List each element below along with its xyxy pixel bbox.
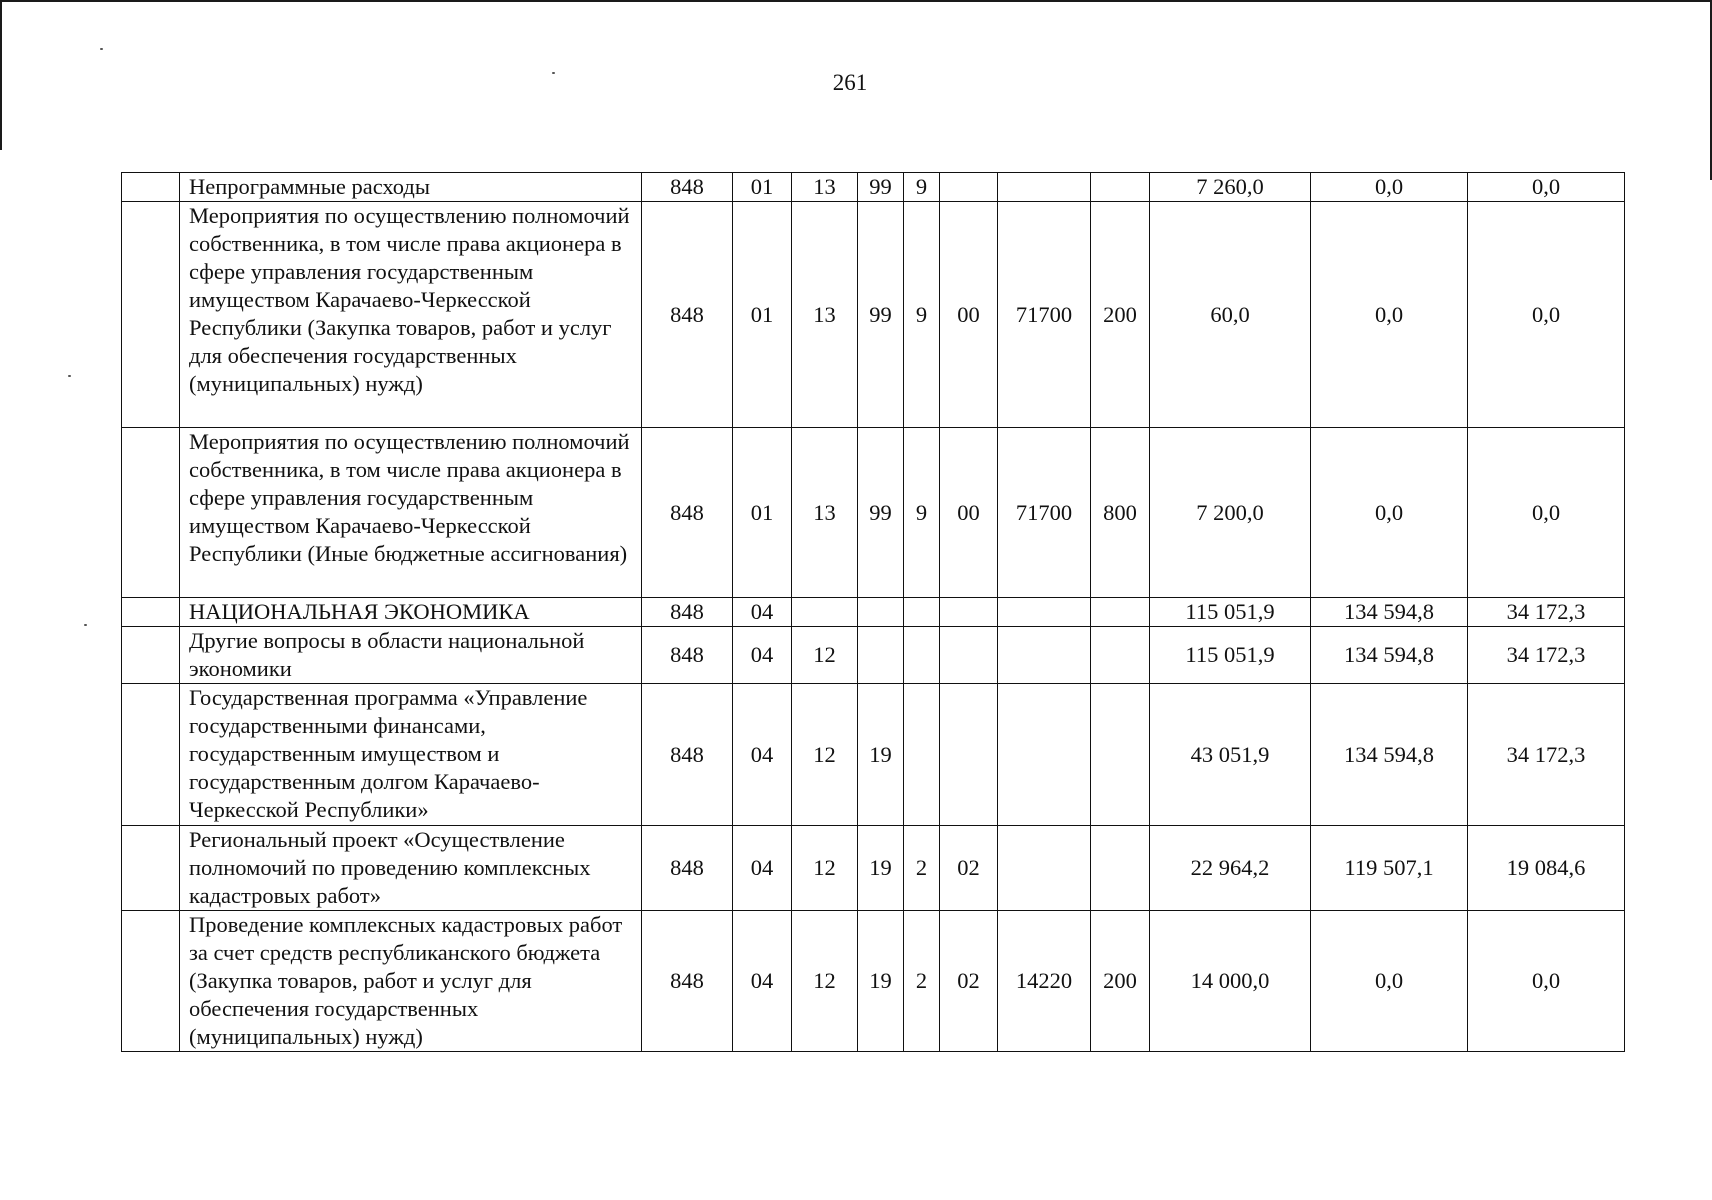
program-code-cell: 99 <box>858 202 904 428</box>
section-code-cell: 01 <box>733 173 792 202</box>
subprogram-code-cell <box>904 627 940 684</box>
section-code-cell: 04 <box>733 911 792 1052</box>
row-number-cell <box>122 684 180 826</box>
program-code-cell <box>858 627 904 684</box>
amount-year1-cell: 115 051,9 <box>1150 627 1311 684</box>
row-name-cell: НАЦИОНАЛЬНАЯ ЭКОНОМИКА <box>180 598 642 627</box>
amount-year3-cell: 34 172,3 <box>1468 627 1625 684</box>
section-code-cell: 04 <box>733 684 792 826</box>
main-event-code-cell: 00 <box>940 428 998 598</box>
admin-code-cell: 848 <box>642 684 733 826</box>
subsection-code-cell: 12 <box>792 826 858 911</box>
direction-code-cell <box>998 684 1091 826</box>
subprogram-code-cell: 9 <box>904 173 940 202</box>
subprogram-code-cell: 2 <box>904 911 940 1052</box>
amount-year1-cell: 115 051,9 <box>1150 598 1311 627</box>
scan-speck <box>68 375 71 377</box>
program-code-cell: 19 <box>858 826 904 911</box>
program-code-cell: 99 <box>858 173 904 202</box>
amount-year2-cell: 0,0 <box>1311 911 1468 1052</box>
amount-year1-cell: 22 964,2 <box>1150 826 1311 911</box>
scan-edge-top <box>0 0 1712 2</box>
budget-table <box>121 172 1625 1052</box>
section-code-cell: 04 <box>733 627 792 684</box>
table-body <box>122 173 1625 1052</box>
amount-year3-cell: 0,0 <box>1468 428 1625 598</box>
scan-speck <box>84 624 87 626</box>
expense-type-cell <box>1091 173 1150 202</box>
row-name-cell: Проведение комплексных кадастровых работ за счет средств республиканского бюджета (Закупка товаров, работ и услуг для обеспечения государственных (муниципальных) нужд) <box>180 911 642 1052</box>
admin-code-cell: 848 <box>642 826 733 911</box>
section-code-cell: 01 <box>733 428 792 598</box>
table-row <box>122 173 1625 202</box>
amount-year2-cell: 0,0 <box>1311 173 1468 202</box>
expense-type-cell <box>1091 627 1150 684</box>
program-code-cell: 99 <box>858 428 904 598</box>
admin-code-cell: 848 <box>642 428 733 598</box>
subsection-code-cell: 12 <box>792 911 858 1052</box>
subprogram-code-cell: 9 <box>904 428 940 598</box>
table-row <box>122 202 1625 428</box>
section-code-cell: 01 <box>733 202 792 428</box>
program-code-cell <box>858 598 904 627</box>
table-row <box>122 826 1625 911</box>
amount-year1-cell: 7 200,0 <box>1150 428 1311 598</box>
admin-code-cell: 848 <box>642 911 733 1052</box>
table-row <box>122 627 1625 684</box>
direction-code-cell: 71700 <box>998 428 1091 598</box>
amount-year2-cell: 134 594,8 <box>1311 627 1468 684</box>
direction-code-cell: 71700 <box>998 202 1091 428</box>
row-number-cell <box>122 598 180 627</box>
subprogram-code-cell: 2 <box>904 826 940 911</box>
row-name-cell: Государственная программа «Управление государственными финансами, государственным имуществом и государственным долгом Карачаево-Черкесской Республики» <box>180 684 642 826</box>
expense-type-cell: 800 <box>1091 428 1150 598</box>
table-row <box>122 684 1625 826</box>
row-name-cell: Мероприятия по осуществлению полномочий собственника, в том числе права акционера в сфере управления государственным имуществом Карачаево-Черкесской Республики (Закупка товаров, работ и услуг для обеспечения государственных (муниципальных) нужд) <box>180 202 642 428</box>
row-number-cell <box>122 627 180 684</box>
row-number-cell <box>122 826 180 911</box>
amount-year2-cell: 0,0 <box>1311 202 1468 428</box>
expense-type-cell: 200 <box>1091 911 1150 1052</box>
admin-code-cell: 848 <box>642 598 733 627</box>
amount-year2-cell: 134 594,8 <box>1311 684 1468 826</box>
direction-code-cell <box>998 598 1091 627</box>
direction-code-cell <box>998 173 1091 202</box>
subprogram-code-cell <box>904 598 940 627</box>
page-number: 261 <box>832 70 868 95</box>
amount-year3-cell: 34 172,3 <box>1468 684 1625 826</box>
main-event-code-cell <box>940 627 998 684</box>
program-code-cell: 19 <box>858 911 904 1052</box>
subprogram-code-cell <box>904 684 940 826</box>
row-number-cell <box>122 911 180 1052</box>
main-event-code-cell: 02 <box>940 826 998 911</box>
main-event-code-cell <box>940 173 998 202</box>
section-code-cell: 04 <box>733 598 792 627</box>
amount-year2-cell: 0,0 <box>1311 428 1468 598</box>
row-name-cell: Непрограммные расходы <box>180 173 642 202</box>
admin-code-cell: 848 <box>642 627 733 684</box>
amount-year1-cell: 14 000,0 <box>1150 911 1311 1052</box>
scan-speck <box>100 48 103 50</box>
row-number-cell <box>122 202 180 428</box>
amount-year2-cell: 134 594,8 <box>1311 598 1468 627</box>
main-event-code-cell <box>940 684 998 826</box>
main-event-code-cell: 00 <box>940 202 998 428</box>
row-name-cell: Мероприятия по осуществлению полномочий собственника, в том числе права акционера в сфере управления государственным имуществом Карачаево-Черкесской Республики (Иные бюджетные ассигнования) <box>180 428 642 598</box>
subsection-code-cell: 12 <box>792 684 858 826</box>
subprogram-code-cell: 9 <box>904 202 940 428</box>
subsection-code-cell: 13 <box>792 173 858 202</box>
section-code-cell: 04 <box>733 826 792 911</box>
amount-year2-cell: 119 507,1 <box>1311 826 1468 911</box>
scan-edge-left <box>0 0 2 150</box>
amount-year3-cell: 0,0 <box>1468 173 1625 202</box>
table-row <box>122 598 1625 627</box>
expense-type-cell: 200 <box>1091 202 1150 428</box>
admin-code-cell: 848 <box>642 173 733 202</box>
expense-type-cell <box>1091 826 1150 911</box>
amount-year3-cell: 19 084,6 <box>1468 826 1625 911</box>
amount-year3-cell: 34 172,3 <box>1468 598 1625 627</box>
amount-year3-cell: 0,0 <box>1468 911 1625 1052</box>
program-code-cell: 19 <box>858 684 904 826</box>
amount-year1-cell: 60,0 <box>1150 202 1311 428</box>
main-event-code-cell <box>940 598 998 627</box>
direction-code-cell: 14220 <box>998 911 1091 1052</box>
amount-year3-cell: 0,0 <box>1468 202 1625 428</box>
direction-code-cell <box>998 826 1091 911</box>
amount-year1-cell: 7 260,0 <box>1150 173 1311 202</box>
table-row <box>122 911 1625 1052</box>
subsection-code-cell: 13 <box>792 428 858 598</box>
amount-year1-cell: 43 051,9 <box>1150 684 1311 826</box>
expense-type-cell <box>1091 684 1150 826</box>
row-name-cell: Другие вопросы в области национальной экономики <box>180 627 642 684</box>
row-number-cell <box>122 428 180 598</box>
main-event-code-cell: 02 <box>940 911 998 1052</box>
subsection-code-cell <box>792 598 858 627</box>
row-number-cell <box>122 173 180 202</box>
direction-code-cell <box>998 627 1091 684</box>
subsection-code-cell: 12 <box>792 627 858 684</box>
row-name-cell: Региональный проект «Осуществление полномочий по проведению комплексных кадастровых работ» <box>180 826 642 911</box>
table-row <box>122 428 1625 598</box>
scan-speck <box>552 72 555 74</box>
admin-code-cell: 848 <box>642 202 733 428</box>
expense-type-cell <box>1091 598 1150 627</box>
subsection-code-cell: 13 <box>792 202 858 428</box>
